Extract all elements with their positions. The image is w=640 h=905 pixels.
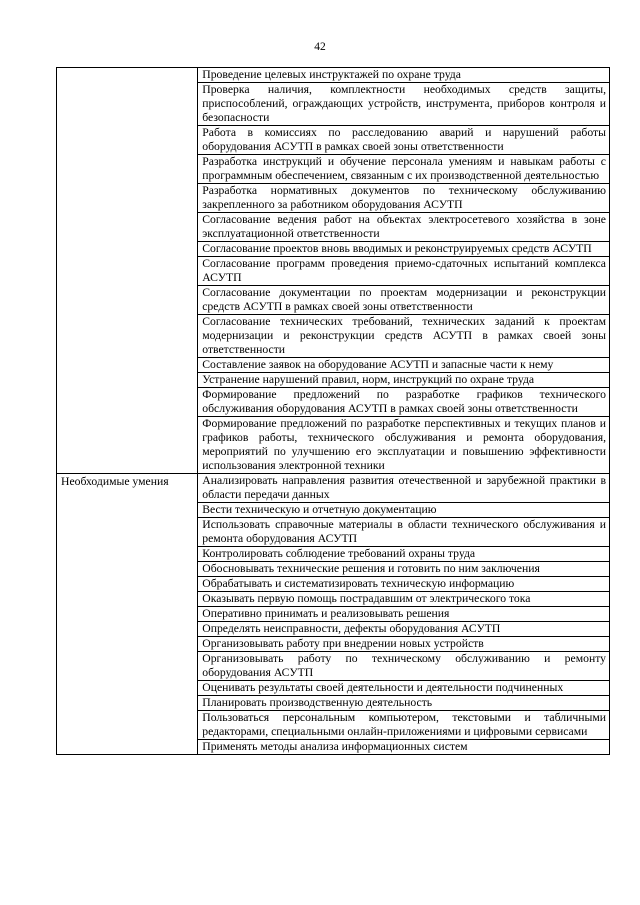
requirement-text: Анализировать направления развития отечественной и зарубежной практики в области передачи данных [202, 474, 606, 501]
requirement-cell [198, 68, 610, 83]
requirement-text: Обрабатывать и систематизировать техническую информацию [202, 577, 515, 590]
requirement-cell [198, 607, 610, 622]
requirement-text: Оказывать первую помощь пострадавшим от электрического тока [202, 592, 531, 605]
requirement-cell [198, 637, 610, 652]
requirement-cell [198, 126, 610, 155]
requirement-cell [198, 740, 610, 755]
table-body [57, 68, 610, 755]
requirement-text: Применять методы анализа информационных систем [202, 740, 468, 753]
requirement-text: Использовать справочные материалы в области технического обслуживания и ремонта оборудования АСУТП [202, 518, 606, 545]
requirement-cell [198, 562, 610, 577]
requirement-text: Пользоваться персональным компьютером, текстовыми и табличными редакторами, специальными онлайн-приложениями и цифровыми сервисами [202, 711, 606, 738]
requirement-text: Согласование технических требований, технических заданий к проектам модернизации и реконструкции средств АСУТП в рамках своей зоны ответственности [202, 315, 606, 356]
requirement-text: Разработка нормативных документов по техническому обслуживанию закрепленного за работником оборудования АСУТП [202, 184, 606, 211]
requirement-cell [198, 711, 610, 740]
requirement-text: Организовывать работу при внедрении новых устройств [202, 637, 484, 650]
requirement-cell [198, 577, 610, 592]
requirement-cell [198, 373, 610, 388]
requirement-cell [198, 83, 610, 126]
requirement-text: Контролировать соблюдение требований охраны труда [202, 547, 476, 560]
requirement-cell [198, 681, 610, 696]
table-row [57, 474, 610, 503]
requirement-cell [198, 242, 610, 257]
requirement-text: Формирование предложений по разработке графиков технического обслуживания оборудования АСУТП в рамках своей зоны ответственности [202, 388, 606, 415]
requirement-text: Проведение целевых инструктажей по охране труда [202, 68, 461, 81]
table-row [57, 68, 610, 83]
requirement-cell [198, 547, 610, 562]
requirement-text: Обосновывать технические решения и готовить по ним заключения [202, 562, 540, 575]
requirement-text: Организовывать работу по техническому обслуживанию и ремонту оборудования АСУТП [202, 652, 606, 679]
requirement-text: Планировать производственную деятельность [202, 696, 433, 709]
requirement-text: Определять неисправности, дефекты оборудования АСУТП [202, 622, 501, 635]
requirement-cell [198, 286, 610, 315]
requirement-text: Работа в комиссиях по расследованию аварий и нарушений работы оборудования АСУТП в рамках своей зоны ответственности [202, 126, 606, 153]
page-number: 42 [314, 41, 326, 53]
requirement-cell [198, 184, 610, 213]
requirement-text: Разработка инструкций и обучение персонала умениям и навыкам работы с программным обеспечением, связанным с их производственной деятельностью [202, 155, 606, 182]
requirements-table [56, 67, 610, 755]
requirement-cell [198, 474, 610, 503]
section-label [57, 68, 198, 474]
requirement-cell [198, 417, 610, 474]
requirement-text: Согласование программ проведения приемо-сдаточных испытаний комплекса АСУТП [202, 257, 606, 284]
requirement-cell [198, 358, 610, 373]
requirement-cell [198, 503, 610, 518]
requirement-text: Вести техническую и отчетную документацию [202, 503, 437, 516]
requirement-text: Проверка наличия, комплектности необходимых средств защиты, приспособлений, ограждающих устройств, инструмента, приборов контроля и безопасности [202, 83, 606, 124]
requirement-cell [198, 518, 610, 547]
requirement-text: Согласование документации по проектам модернизации и реконструкции средств АСУТП в рамках своей зоны ответственности [202, 286, 606, 313]
requirement-cell [198, 257, 610, 286]
requirement-text: Составление заявок на оборудование АСУТП и запасные части к нему [202, 358, 554, 371]
requirement-cell [198, 652, 610, 681]
requirement-text: Согласование проектов вновь вводимых и реконструируемых средств АСУТП [202, 242, 592, 255]
requirement-cell [198, 622, 610, 637]
requirement-text: Оперативно принимать и реализовывать решения [202, 607, 450, 620]
requirement-cell [198, 592, 610, 607]
requirement-cell [198, 315, 610, 358]
requirement-text: Формирование предложений по разработке перспективных и текущих планов и графиков работы, технического обслуживания и ремонта оборудования, мероприятий по улучшению его эксплуатации и повышению эффективности использования электронной техники [202, 417, 606, 472]
section-label: Необходимые умения [57, 474, 198, 755]
requirement-cell [198, 696, 610, 711]
requirement-text: Устранение нарушений правил, норм, инструкций по охране труда [202, 373, 535, 386]
requirement-cell [198, 388, 610, 417]
requirement-cell [198, 213, 610, 242]
requirement-text: Оценивать результаты своей деятельности и деятельности подчиненных [202, 681, 564, 694]
requirement-cell [198, 155, 610, 184]
requirement-text: Согласование ведения работ на объектах электросетевого хозяйства в зоне эксплуатационной ответственности [202, 213, 606, 240]
